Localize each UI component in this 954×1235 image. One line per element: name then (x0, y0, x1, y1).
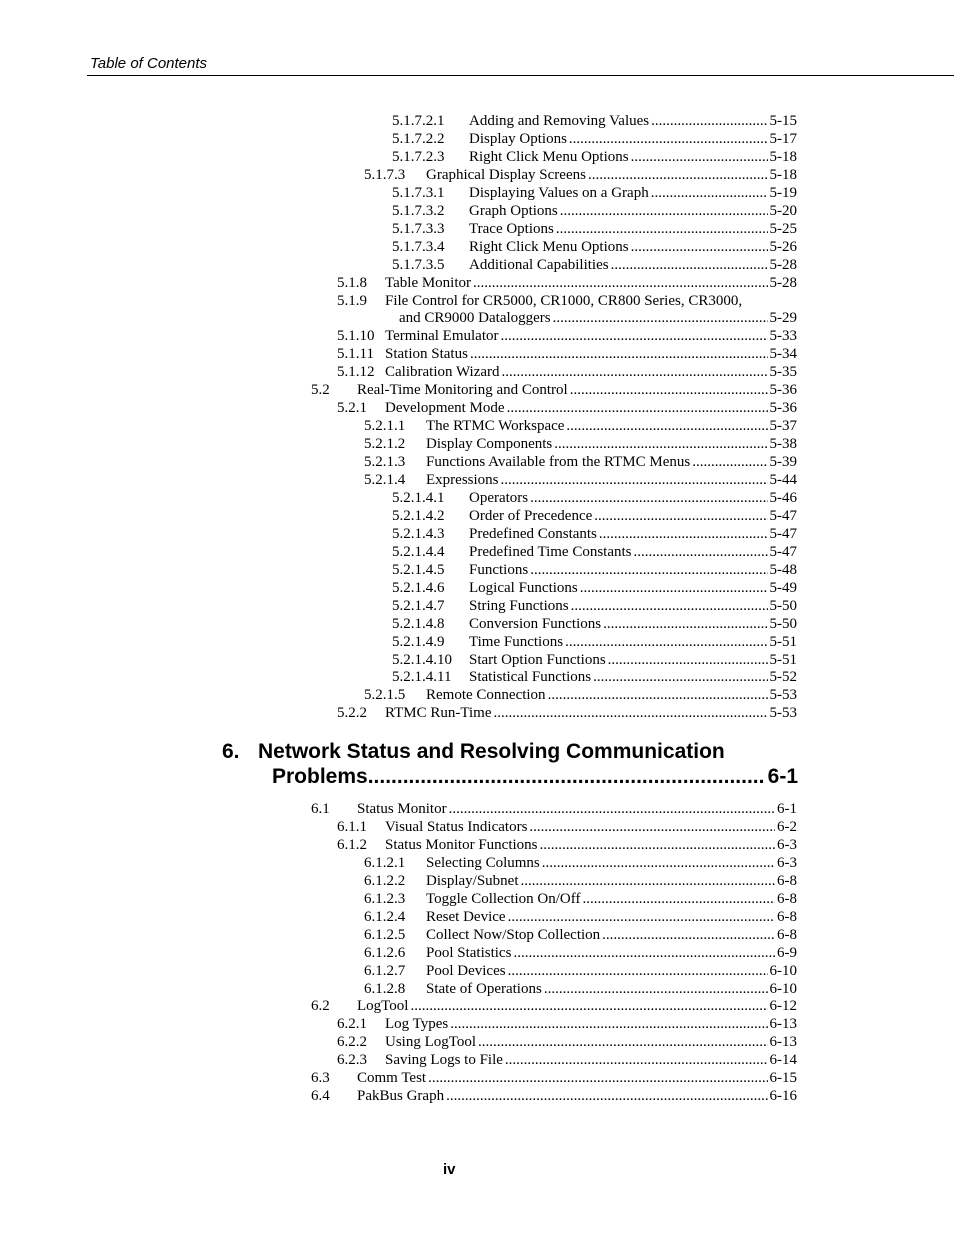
toc-entry-number: 5.2.1.4.2 (392, 507, 445, 524)
toc-entry-page: 6-9 (777, 944, 797, 961)
toc-entry-page: 6-8 (777, 890, 797, 907)
dot-leader (602, 926, 775, 944)
toc-entry[interactable] (364, 417, 797, 435)
toc-entry-title: Development Mode (385, 400, 505, 417)
toc-entry[interactable] (392, 489, 797, 507)
toc-entry-title: Status Monitor (357, 801, 447, 817)
dot-leader (692, 453, 767, 471)
toc-entry[interactable] (337, 327, 797, 345)
toc-entry-number: 5.1.7.3.2 (392, 202, 445, 219)
toc-entry-number: 5.1.7.3.5 (392, 256, 445, 273)
toc-entry-page: 5-53 (769, 687, 797, 704)
toc-entry-title: PakBus Graph (357, 1088, 445, 1105)
toc-entry-number: 6.1.2.5 (364, 926, 406, 943)
toc-entry[interactable] (399, 309, 797, 327)
toc-entry-number: 6.1.2.3 (364, 890, 406, 907)
dot-leader (529, 818, 775, 836)
toc-entry-title: Using LogTool (385, 1034, 477, 1051)
dot-leader (530, 561, 767, 579)
dot-leader (428, 1069, 767, 1087)
toc-entry[interactable] (337, 1033, 797, 1051)
toc-entry[interactable] (392, 184, 797, 202)
toc-entry-number: 5.1.7.3 (364, 166, 406, 183)
toc-entry-page: 6-12 (769, 998, 797, 1015)
dot-leader (470, 345, 768, 363)
toc-entry[interactable] (392, 615, 797, 633)
toc-entry-number: 5.2.1.5 (364, 687, 406, 704)
dot-leader (580, 579, 768, 597)
dot-leader (553, 309, 768, 327)
toc-entry-title: Remote Connection (426, 687, 546, 704)
toc-entry-number: 6.1 (311, 801, 330, 817)
toc-entry-title: Predefined Time Constants (469, 543, 632, 560)
toc-entry[interactable] (311, 800, 797, 818)
toc-entry-number: 5.2.1.4.10 (392, 651, 452, 668)
toc-entry[interactable] (337, 345, 797, 363)
toc-entry-number: 6.4 (311, 1088, 330, 1105)
toc-entry-number: 5.1.7.2.1 (392, 113, 445, 129)
dot-leader (634, 543, 768, 561)
toc-entry-page: 5-47 (769, 525, 797, 542)
toc-entry-page: 6-1 (777, 801, 797, 817)
toc-entry-number: 6.2.1 (337, 1016, 367, 1033)
toc-entry[interactable] (392, 525, 797, 543)
toc-entry-page: 5-26 (769, 238, 797, 255)
toc-entry-title: Predefined Constants (469, 525, 597, 542)
toc-entry[interactable] (364, 908, 797, 926)
toc-entry-number: 6.1.2.1 (364, 854, 406, 871)
toc-entry-title: Collect Now/Stop Collection (426, 926, 601, 943)
toc-entry[interactable] (364, 471, 797, 489)
toc-entry[interactable] (392, 597, 797, 615)
dot-leader (571, 597, 768, 615)
toc-entry-title: Expressions (426, 472, 499, 488)
toc-entry[interactable] (364, 944, 797, 962)
toc-entry[interactable] (392, 112, 797, 130)
header-rule (87, 75, 954, 76)
toc-entry-title: Trace Options (469, 220, 554, 237)
dot-leader (594, 507, 767, 525)
toc-entry-title: Logical Functions (469, 579, 578, 596)
toc-entry-page: 5-53 (769, 705, 797, 722)
dot-leader (611, 256, 768, 274)
toc-entry-page: 6-8 (777, 926, 797, 943)
toc-entry-page: 6-3 (777, 854, 797, 871)
toc-entry-number: 5.2.1.4.7 (392, 597, 445, 614)
dot-leader (542, 854, 775, 872)
toc-entry[interactable] (337, 399, 797, 417)
dot-leader (566, 417, 767, 435)
toc-entry-number: 5.2.1.4.6 (392, 579, 445, 596)
toc-entry-page: 5-17 (769, 130, 797, 147)
toc-entry-number: 5.1.7.2.3 (392, 148, 445, 165)
dot-leader (582, 890, 775, 908)
toc-entry[interactable] (364, 166, 797, 184)
toc-entry-page: 5-34 (769, 346, 797, 363)
dot-leader (569, 130, 768, 148)
dot-leader (501, 327, 768, 345)
toc-entry-number: 6.1.2.7 (364, 962, 406, 979)
toc-entry-title: Graphical Display Screens (426, 166, 586, 183)
toc-entry-title: Toggle Collection On/Off (426, 890, 581, 907)
toc-entry-number: 5.2.1.2 (364, 436, 406, 453)
toc-entry-title: State of Operations (426, 980, 542, 997)
dot-leader (631, 238, 768, 256)
toc-entry-page: 5-18 (769, 148, 797, 165)
dot-leader (560, 202, 768, 220)
toc-entry[interactable] (392, 238, 797, 256)
dot-leader (540, 836, 775, 854)
toc-entry-page: 5-28 (769, 256, 797, 273)
toc-entry-page: 5-36 (769, 400, 797, 417)
toc-entry-title: Pool Devices (426, 962, 506, 979)
toc-entry-page: 5-20 (769, 202, 797, 219)
toc-entry-number: 5.2.1.4 (364, 472, 406, 488)
toc-entry-title: and CR9000 Dataloggers (399, 310, 551, 327)
toc-entry-title: Calibration Wizard (385, 364, 500, 381)
toc-entry[interactable] (311, 381, 797, 399)
toc-entry-page: 5-35 (769, 364, 797, 381)
dot-leader (565, 633, 767, 651)
toc-entry-number: 5.2.1.4.4 (392, 543, 445, 560)
dot-leader (507, 399, 768, 417)
dot-leader (521, 872, 776, 890)
toc-entry-page: 5-46 (769, 489, 797, 506)
toc-entry-title: Statistical Functions (469, 669, 592, 686)
toc-entry-page: 5-39 (769, 454, 797, 471)
toc-entry-page: 6-10 (769, 962, 797, 979)
toc-entry-title: Operators (469, 489, 529, 506)
toc-entry-title: Start Option Functions (469, 651, 606, 668)
toc-entry-number: 5.1.11 (337, 346, 374, 363)
chapter-page-number: 6-1 (767, 765, 798, 788)
dot-leader (608, 651, 768, 669)
toc-entry-title: Conversion Functions (469, 615, 602, 632)
page-number: iv (443, 1161, 456, 1178)
toc-entry-number: 6.1.2.6 (364, 944, 406, 961)
toc-entry[interactable] (311, 997, 797, 1015)
dot-leader (508, 962, 768, 980)
toc-entry-title: Display Components (426, 436, 553, 453)
toc-entry-page: 5-29 (769, 310, 797, 327)
toc-entry-number: 5.2.1 (337, 400, 367, 417)
toc-entry-title: Time Functions (469, 633, 564, 650)
toc-entry-page: 6-13 (769, 1034, 797, 1051)
toc-entry-title: Graph Options (469, 202, 558, 219)
toc-entry-page: 5-37 (769, 418, 797, 435)
chapter-title-line1: Network Status and Resolving Communication (258, 740, 725, 763)
dot-leader (631, 148, 768, 166)
toc-entry-title: Visual Status Indicators (385, 818, 528, 835)
toc-entry-title: String Functions (469, 597, 569, 614)
dot-leader (473, 274, 767, 292)
toc-entry[interactable] (392, 130, 797, 148)
toc-entry-number: 6.2 (311, 998, 330, 1015)
toc-entry-page: 5-51 (769, 651, 797, 668)
toc-entry[interactable] (337, 818, 797, 836)
toc-entry[interactable] (337, 1051, 797, 1069)
toc-entry-title: Selecting Columns (426, 854, 540, 871)
toc-entry[interactable] (364, 686, 797, 704)
dot-leader (651, 112, 767, 130)
toc-entry-page: 6-16 (769, 1088, 797, 1105)
toc-entry-title: File Control for CR5000, CR1000, CR800 Series, CR3000, (385, 292, 743, 309)
toc-entry-number: 5.2.1.3 (364, 454, 406, 471)
toc-entry[interactable] (392, 633, 797, 651)
toc-entry-title: Saving Logs to File (385, 1052, 503, 1069)
dot-leader (446, 1087, 767, 1105)
toc-entry-page: 5-15 (769, 113, 797, 129)
toc-entry-number: 5.2.2 (337, 705, 367, 722)
toc-entry-number: 6.1.2.8 (364, 980, 406, 997)
dot-leader (410, 997, 767, 1015)
toc-entry-page: 5-48 (769, 561, 797, 578)
toc-entry-page: 6-3 (777, 836, 797, 853)
toc-entry-title: Additional Capabilities (469, 256, 609, 273)
toc-entry-number: 5.1.7.2.2 (392, 130, 445, 147)
dot-leader (502, 363, 768, 381)
toc-entry-number: 6.1.2.4 (364, 908, 406, 925)
toc-entry-title: Terminal Emulator (385, 328, 499, 345)
toc-entry-number: 5.1.7.3.4 (392, 238, 445, 255)
toc-entry-page: 5-50 (769, 597, 797, 614)
toc-entry-page: 5-33 (769, 328, 797, 345)
toc-entry-number: 5.2.1.4.11 (392, 669, 452, 686)
toc-entry-page: 5-44 (769, 472, 797, 488)
toc-entry-title: Functions Available from the RTMC Menus (426, 454, 691, 471)
toc-entry-number: 5.1.8 (337, 274, 367, 291)
toc-entry-page: 6-13 (769, 1016, 797, 1033)
toc-entry-number: 5.2.1.4.1 (392, 489, 445, 506)
dot-leader (450, 1015, 767, 1033)
toc-entry[interactable] (364, 926, 797, 944)
toc-entry[interactable] (364, 854, 797, 872)
toc-entry[interactable] (392, 579, 797, 597)
toc-entry-page: 5-25 (769, 220, 797, 237)
toc-entry-title: Right Click Menu Options (469, 238, 629, 255)
toc-entry-number: 5.2 (311, 382, 330, 399)
toc-entry[interactable] (337, 704, 797, 722)
dot-leader (368, 765, 764, 789)
toc-entry-page: 5-50 (769, 615, 797, 632)
toc-entry[interactable] (337, 836, 797, 854)
toc-entry-page: 5-51 (769, 633, 797, 650)
toc-entry-title: Display/Subnet (426, 872, 519, 889)
toc-entry-number: 6.3 (311, 1070, 330, 1087)
toc-entry-page: 5-18 (769, 166, 797, 183)
toc-entry[interactable] (392, 651, 797, 669)
toc-entry-number: 6.1.2.2 (364, 872, 406, 889)
dot-leader (588, 166, 768, 184)
running-header: Table of Contents (90, 55, 208, 72)
toc-entry-title: Station Status (385, 346, 468, 363)
toc-entry-page: 6-2 (777, 818, 797, 835)
dot-leader (554, 435, 767, 453)
toc-entry-page: 5-47 (769, 507, 797, 524)
toc-entry-number: 6.1.2 (337, 836, 367, 853)
dot-leader (548, 686, 768, 704)
toc-entry[interactable] (392, 668, 797, 686)
toc-entry-title: Displaying Values on a Graph (469, 184, 649, 201)
dot-leader (513, 944, 775, 962)
dot-leader (508, 908, 775, 926)
toc-entry-title: Real-Time Monitoring and Control (357, 382, 568, 399)
toc-entry[interactable] (337, 274, 797, 292)
toc-entry-title: RTMC Run-Time (385, 705, 492, 722)
toc-entry[interactable] (337, 292, 797, 310)
toc-entry-number: 5.1.10 (337, 328, 375, 345)
toc-entry[interactable] (392, 256, 797, 274)
dot-leader (651, 184, 768, 202)
toc-entry[interactable] (392, 543, 797, 561)
dot-leader (449, 800, 775, 818)
toc-entry-title: Order of Precedence (469, 507, 593, 524)
toc-entry[interactable] (392, 561, 797, 579)
toc-entry-number: 6.1.1 (337, 818, 367, 835)
toc-entry-page: 5-28 (769, 274, 797, 291)
toc-entry-number: 5.2.1.4.8 (392, 615, 445, 632)
toc-entry-page: 5-36 (769, 382, 797, 399)
toc-entry-title: Table Monitor (385, 274, 472, 291)
toc-entry[interactable] (311, 1069, 797, 1087)
dot-leader (570, 381, 768, 399)
toc-entry-title: Display Options (469, 130, 567, 147)
toc-entry-title: Status Monitor Functions (385, 836, 538, 853)
toc-entry-title: Functions (469, 561, 529, 578)
dot-leader (593, 668, 767, 686)
toc-entry-page: 6-15 (769, 1070, 797, 1087)
chapter-number: 6. (222, 740, 240, 763)
toc-entry-page: 5-19 (769, 184, 797, 201)
toc-entry-page: 5-52 (769, 669, 797, 686)
dot-leader (603, 615, 767, 633)
dot-leader (478, 1033, 767, 1051)
toc-entry-page: 5-38 (769, 436, 797, 453)
toc-entry[interactable] (392, 148, 797, 166)
toc-entry[interactable] (337, 363, 797, 381)
toc-entry-title: Reset Device (426, 908, 506, 925)
toc-entry-title: Log Types (385, 1016, 449, 1033)
dot-leader (556, 220, 768, 238)
toc-entry-page: 5-49 (769, 579, 797, 596)
toc-entry-title: Adding and Removing Values (469, 113, 650, 129)
dot-leader (505, 1051, 768, 1069)
toc-entry-number: 5.1.12 (337, 364, 375, 381)
dot-leader (599, 525, 768, 543)
toc-entry[interactable] (364, 962, 797, 980)
toc-entry[interactable] (337, 1015, 797, 1033)
toc-entry-number: 5.1.9 (337, 292, 367, 309)
toc-entry-title: Comm Test (357, 1070, 427, 1087)
dot-leader (501, 471, 768, 489)
toc-entry-page: 6-10 (769, 980, 797, 997)
toc-entry-number: 5.1.7.3.1 (392, 184, 445, 201)
toc-entry[interactable] (392, 507, 797, 525)
toc-entry-title: The RTMC Workspace (426, 418, 565, 435)
chapter-title-line2: Problems (272, 765, 368, 788)
toc-entry-number: 5.2.1.4.5 (392, 561, 445, 578)
dot-leader (544, 980, 768, 998)
toc-entry[interactable] (364, 872, 797, 890)
toc-entry[interactable] (364, 453, 797, 471)
toc-entry-number: 6.2.3 (337, 1052, 367, 1069)
dot-leader (494, 704, 768, 722)
dot-leader (530, 489, 767, 507)
toc-entry-number: 5.2.1.4.3 (392, 525, 445, 542)
toc-entry[interactable] (311, 1087, 797, 1105)
toc-entry[interactable] (392, 202, 797, 220)
toc-entry-number: 6.2.2 (337, 1034, 367, 1051)
toc-entry-page: 6-8 (777, 872, 797, 889)
toc-entry-number: 5.2.1.1 (364, 418, 406, 435)
toc-entry-title: LogTool (357, 998, 409, 1015)
toc-entry[interactable] (364, 980, 797, 998)
toc-entry-title: Pool Statistics (426, 944, 512, 961)
toc-entry[interactable] (364, 435, 797, 453)
toc-entry-number: 5.2.1.4.9 (392, 633, 445, 650)
toc-entry-title: Right Click Menu Options (469, 148, 629, 165)
toc-entry[interactable] (392, 220, 797, 238)
toc-entry-page: 6-8 (777, 908, 797, 925)
toc-entry-page: 5-47 (769, 543, 797, 560)
toc-entry[interactable] (364, 890, 797, 908)
toc-entry-page: 6-14 (769, 1052, 797, 1069)
toc-entry-number: 5.1.7.3.3 (392, 220, 445, 237)
